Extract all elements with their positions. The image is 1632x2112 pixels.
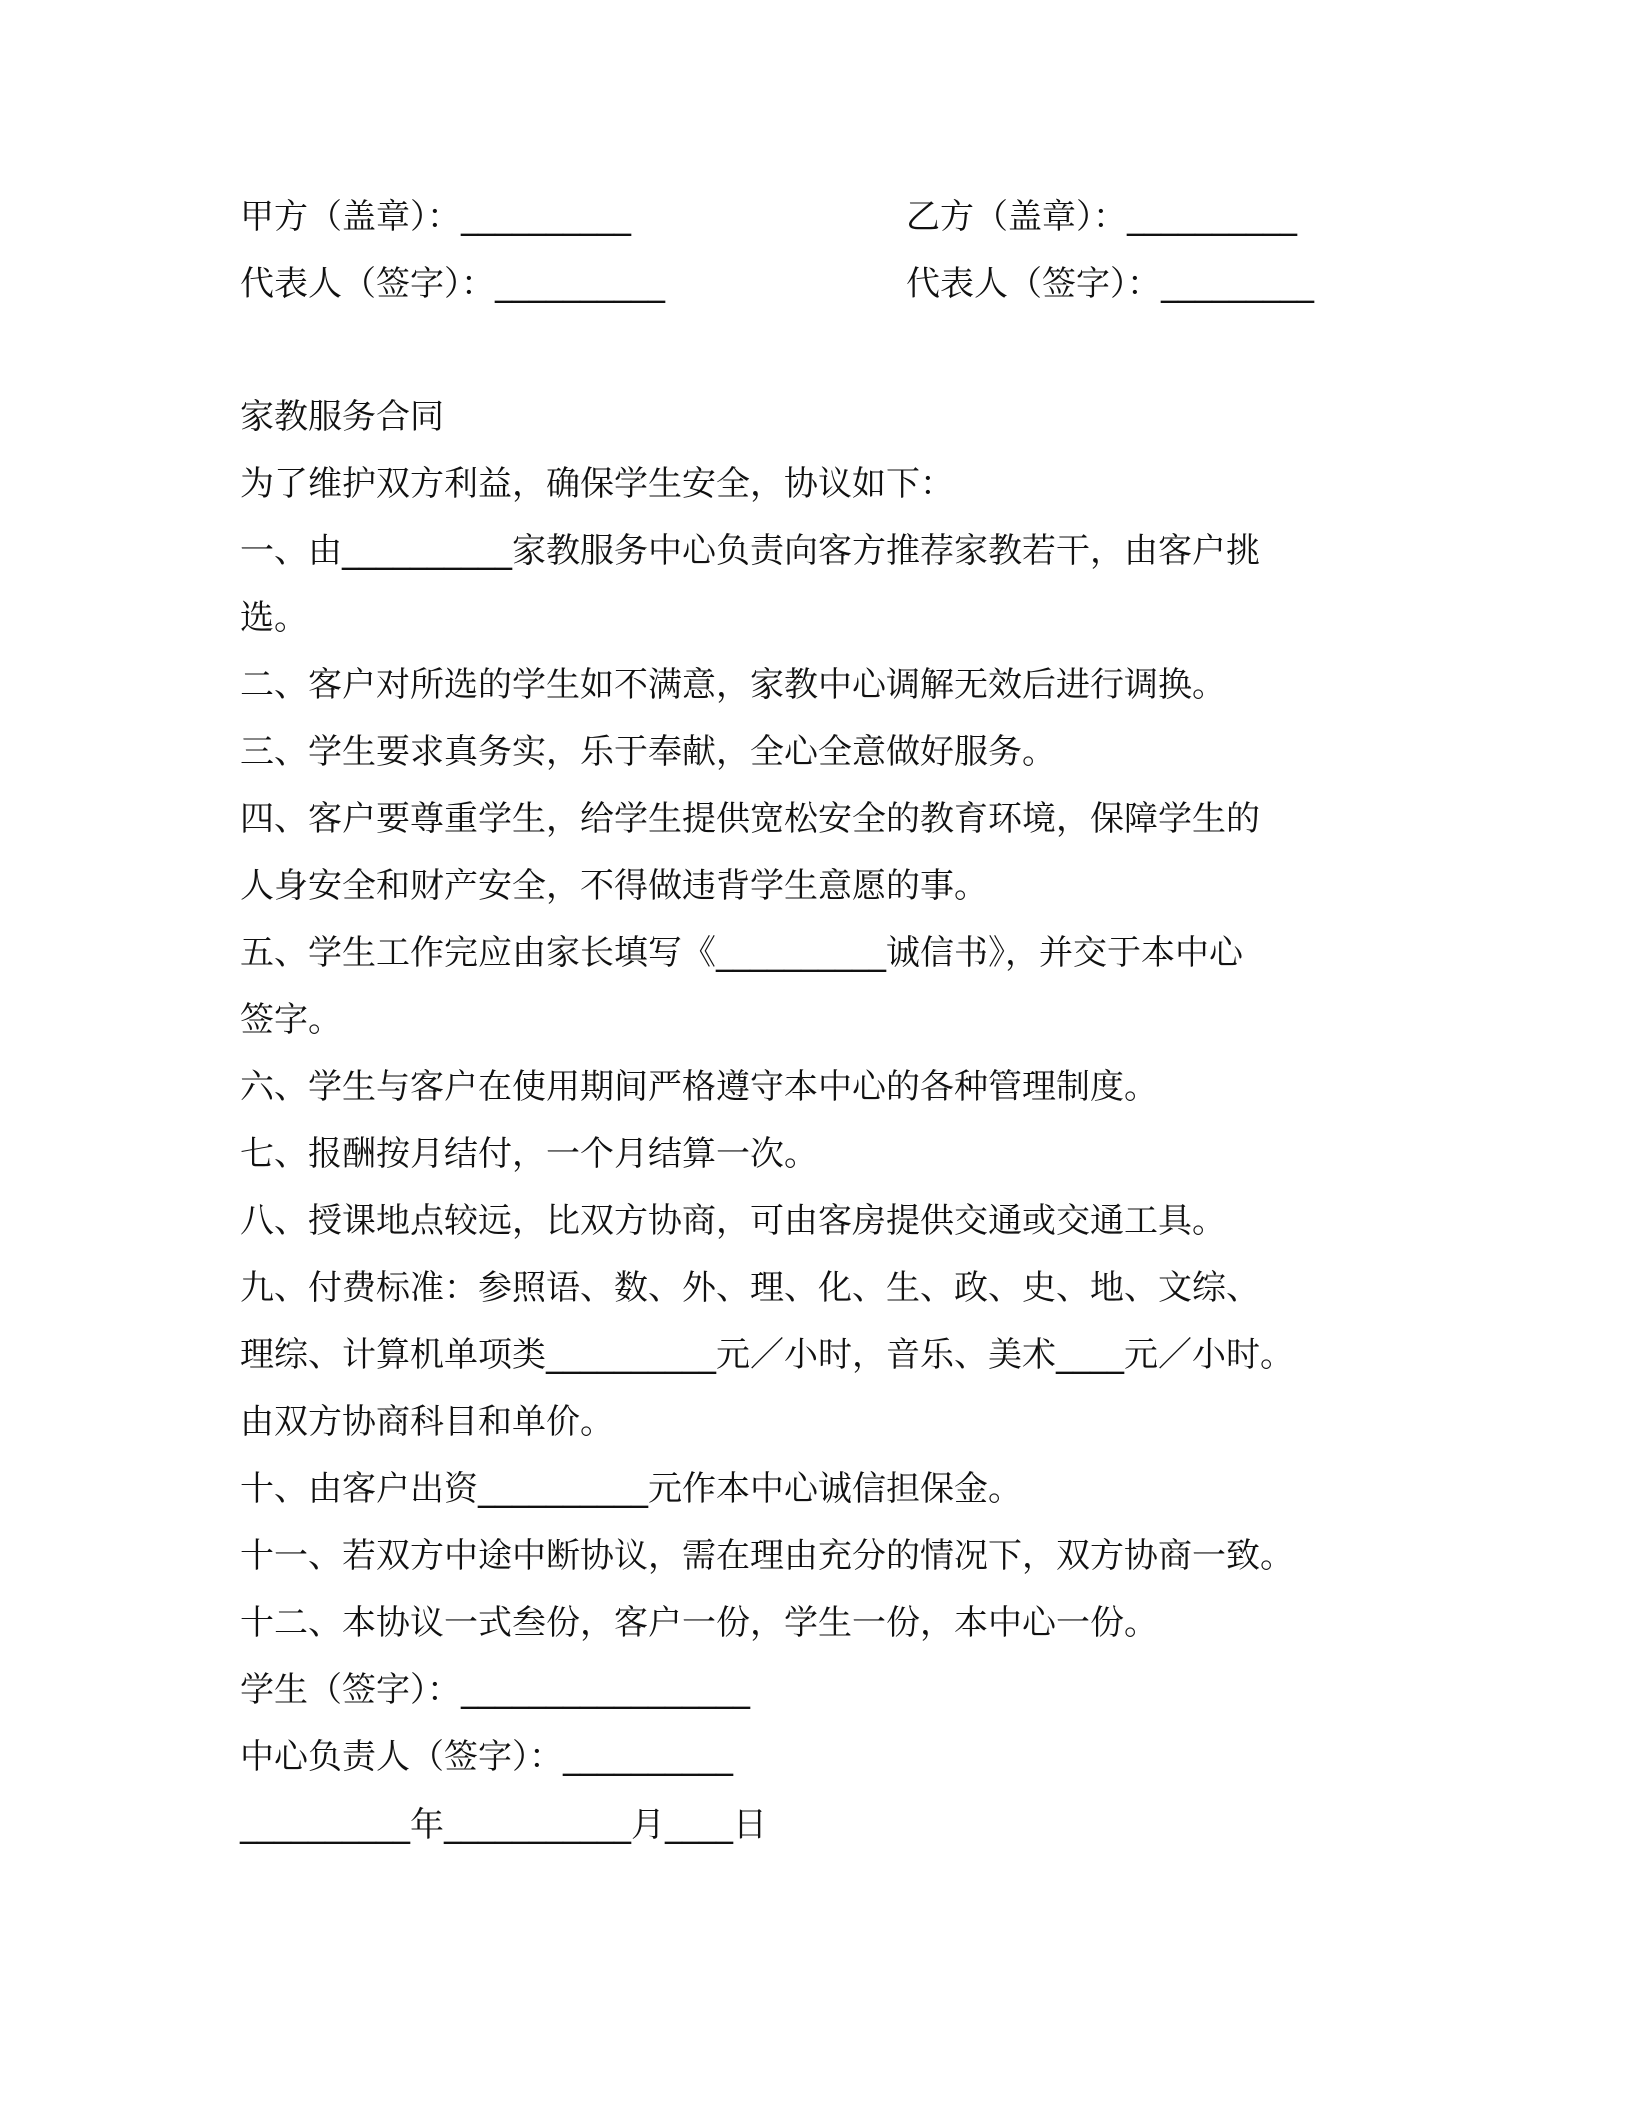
date-line: __________年___________月____日 (240, 1805, 767, 1845)
party-b-seal-line: 乙方（盖章）：__________ (906, 197, 1297, 237)
clause-line: 七、报酬按月结付，一个月结算一次。 (240, 1134, 818, 1174)
clause-line: 三、学生要求真务实，乐于奉献，全心全意做好服务。 (240, 732, 1056, 772)
clause-line: 一、由__________家教服务中心负责向客方推荐家教若干，由客户挑 (240, 531, 1260, 571)
clause-line: 十一、若双方中途中断协议，需在理由充分的情况下，双方协商一致。 (240, 1536, 1294, 1576)
clause-line: 六、学生与客户在使用期间严格遵守本中心的各种管理制度。 (240, 1067, 1158, 1107)
center-signature-line: 中心负责人（签字）：__________ (240, 1737, 733, 1777)
clause-line: 四、客户要尊重学生，给学生提供宽松安全的教育环境，保障学生的 (240, 799, 1260, 839)
clause-line: 理综、计算机单项类__________元／小时，音乐、美术____元／小时。 (240, 1335, 1294, 1375)
clause-line: 人身安全和财产安全，不得做违背学生意愿的事。 (240, 866, 988, 906)
clause-line: 由双方协商科目和单价。 (240, 1402, 614, 1442)
clause-line: 二、客户对所选的学生如不满意，家教中心调解无效后进行调换。 (240, 665, 1226, 705)
clause-line: 九、付费标准：参照语、数、外、理、化、生、政、史、地、文综、 (240, 1268, 1260, 1308)
party-b-rep-line: 代表人（签字）：_________ (906, 264, 1314, 304)
contract-title: 家教服务合同 (240, 397, 444, 437)
contract-intro: 为了维护双方利益，确保学生安全，协议如下： (240, 464, 954, 504)
clause-line: 十二、本协议一式叁份，客户一份，学生一份，本中心一份。 (240, 1603, 1158, 1643)
clause-line: 五、学生工作完应由家长填写《__________诚信书》，并交于本中心 (240, 933, 1243, 973)
clause-line: 签字。 (240, 1000, 342, 1040)
party-a-seal-line: 甲方（盖章）：__________ (240, 197, 631, 237)
clause-line: 八、授课地点较远，比双方协商，可由客房提供交通或交通工具。 (240, 1201, 1226, 1241)
clause-line: 十、由客户出资__________元作本中心诚信担保金。 (240, 1469, 1022, 1509)
clause-line: 选。 (240, 598, 308, 638)
student-signature-line: 学生（签字）：_________________ (240, 1670, 750, 1710)
party-a-rep-line: 代表人（签字）：__________ (240, 264, 665, 304)
